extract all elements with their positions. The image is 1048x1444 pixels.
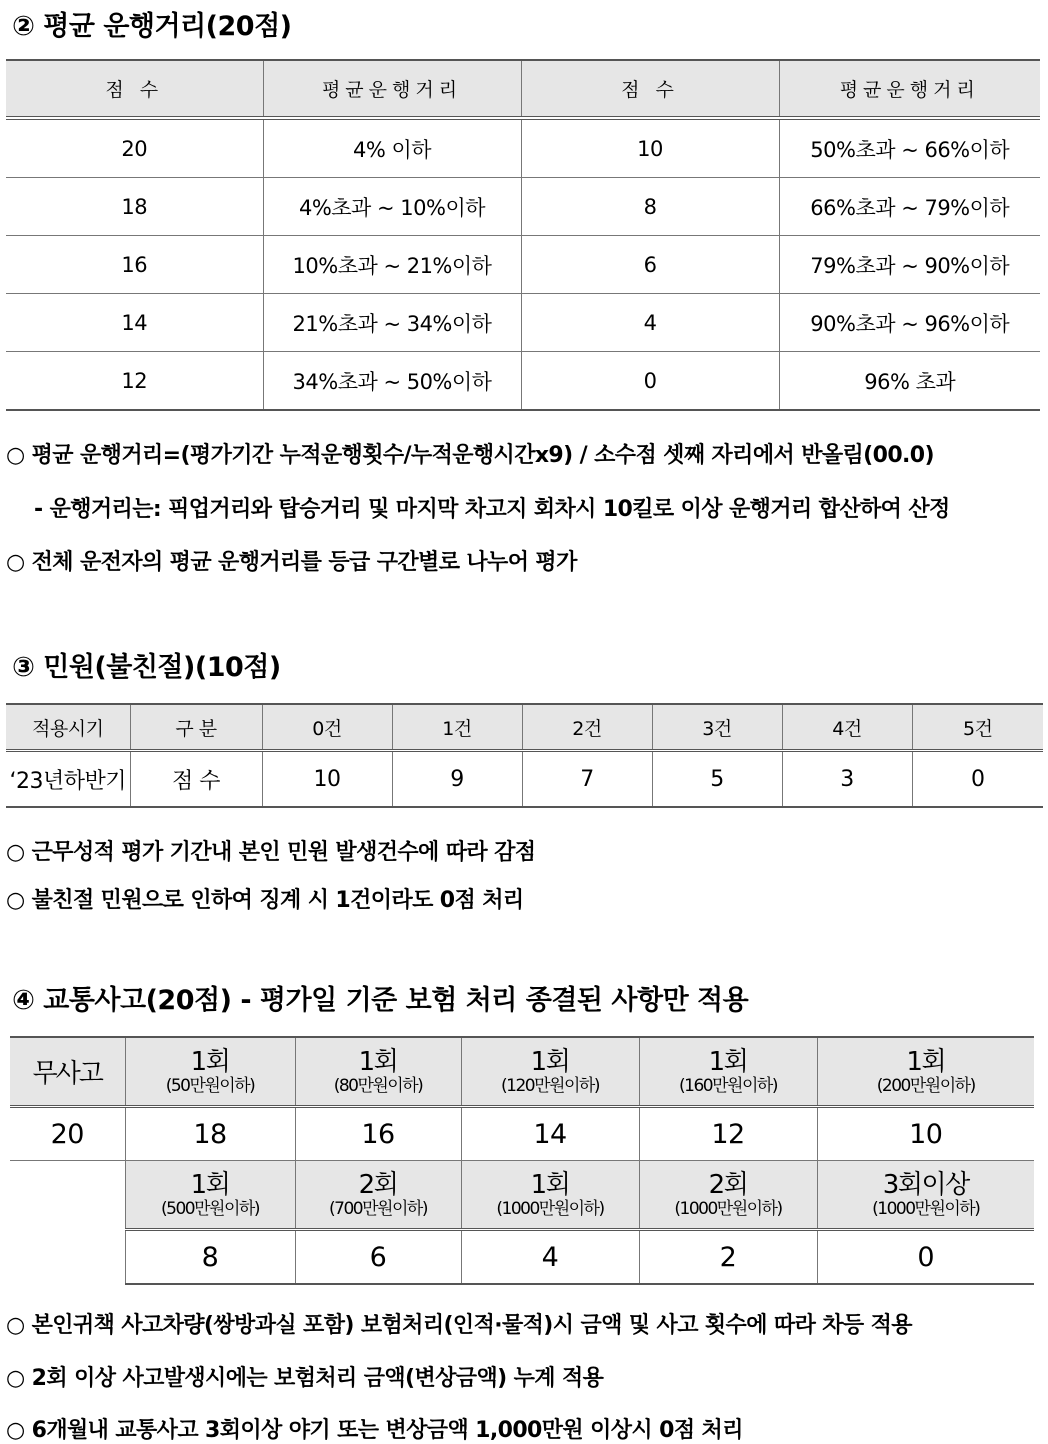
accident-tier xyxy=(817,1037,1034,1107)
score-cell: 10 xyxy=(817,1107,1034,1161)
accident-tier xyxy=(461,1037,639,1107)
accident-limit: (1000만원이하) xyxy=(496,1198,604,1219)
score-cell: 4 xyxy=(521,294,779,352)
score-cell: 18 xyxy=(125,1107,295,1161)
period-cell: ‘23년하반기 xyxy=(6,751,130,808)
section-4-note-3: ○ 6개월내 교통사고 3회이상 야기 또는 변상금액 1,000만원 이상시 0점 처리 xyxy=(6,1418,743,1443)
accident-tier xyxy=(295,1161,461,1230)
section-4-note-2: ○ 2회 이상 사고발생시에는 보험처리 금액(변상금액) 누계 적용 xyxy=(6,1366,604,1391)
score-cell: 20 xyxy=(6,118,263,178)
accident-count: 1회 xyxy=(530,1169,570,1200)
section-2-note-2: - 운행거리는: 픽업거리와 탑승거리 및 마지막 차고지 회차시 10킬로 이상 운행거리 합산하여 산정 xyxy=(34,497,950,522)
accident-limit: (80만원이하) xyxy=(333,1075,423,1096)
accident-count: 1회 xyxy=(906,1046,946,1077)
table-row xyxy=(6,751,1043,808)
score-cell: 18 xyxy=(6,178,263,236)
accident-limit: (500만원이하) xyxy=(161,1198,259,1219)
accident-tier xyxy=(461,1161,639,1230)
table-header-row xyxy=(10,1037,1034,1107)
accident-tier xyxy=(639,1037,817,1107)
score-cell: 0 xyxy=(912,751,1043,808)
score-cell: 0 xyxy=(817,1230,1034,1285)
table-row xyxy=(10,1230,1034,1285)
table-header-row xyxy=(6,60,1040,118)
header-period: 적용시기 xyxy=(6,704,130,751)
accident-tier xyxy=(125,1037,295,1107)
accident-count: 1회 xyxy=(190,1169,230,1200)
no-accident-label: 무사고 xyxy=(10,1037,125,1107)
score-cell: 4 xyxy=(461,1230,639,1285)
score-cell: 6 xyxy=(295,1230,461,1285)
accident-limit: (200만원이하) xyxy=(876,1075,975,1096)
range-cell: 66%초과 ~ 79%이하 xyxy=(779,178,1040,236)
table-row xyxy=(6,178,1040,236)
header-score: 점 수 xyxy=(521,60,779,118)
score-cell: 16 xyxy=(6,236,263,294)
section-3-note-2: ○ 불친절 민원으로 인하여 징계 시 1건이라도 0점 처리 xyxy=(6,888,524,913)
section-2-title: ② 평균 운행거리(20점) xyxy=(12,11,292,42)
accident-count: 2회 xyxy=(358,1169,398,1200)
range-cell: 21%초과 ~ 34%이하 xyxy=(263,294,521,352)
score-cell: 10 xyxy=(262,751,392,808)
accident-tier xyxy=(295,1037,461,1107)
table-row xyxy=(10,1107,1034,1161)
header-category: 구 분 xyxy=(130,704,262,751)
accident-limit: (1000만원이하) xyxy=(872,1198,980,1219)
range-cell: 4%초과 ~ 10%이하 xyxy=(263,178,521,236)
accident-table xyxy=(10,1036,1034,1285)
table-row xyxy=(6,294,1040,352)
accident-tier xyxy=(817,1161,1034,1230)
score-cell: 10 xyxy=(521,118,779,178)
accident-count: 2회 xyxy=(708,1169,748,1200)
score-cell: 6 xyxy=(521,236,779,294)
range-cell: 79%초과 ~ 90%이하 xyxy=(779,236,1040,294)
score-cell: 12 xyxy=(6,352,263,411)
header-count: 4건 xyxy=(782,704,912,751)
accident-count: 1회 xyxy=(190,1046,230,1077)
range-cell: 50%초과 ~ 66%이하 xyxy=(779,118,1040,178)
accident-limit: (700만원이하) xyxy=(329,1198,427,1219)
range-cell: 10%초과 ~ 21%이하 xyxy=(263,236,521,294)
score-cell: 7 xyxy=(522,751,652,808)
range-cell: 34%초과 ~ 50%이하 xyxy=(263,352,521,411)
category-cell: 점 수 xyxy=(130,751,262,808)
accident-limit: (1000만원이하) xyxy=(674,1198,782,1219)
header-count: 3건 xyxy=(652,704,782,751)
table-header-row xyxy=(10,1161,1034,1230)
range-cell: 90%초과 ~ 96%이하 xyxy=(779,294,1040,352)
accident-limit: (160만원이하) xyxy=(679,1075,777,1096)
score-cell: 14 xyxy=(6,294,263,352)
average-distance-table xyxy=(6,59,1040,411)
header-count: 1건 xyxy=(392,704,522,751)
score-cell: 12 xyxy=(639,1107,817,1161)
header-count: 2건 xyxy=(522,704,652,751)
score-cell: 16 xyxy=(295,1107,461,1161)
header-distance: 평균운행거리 xyxy=(263,60,521,118)
header-distance: 평균운행거리 xyxy=(779,60,1040,118)
score-cell: 8 xyxy=(125,1230,295,1285)
accident-count: 1회 xyxy=(358,1046,398,1077)
section-4-title: ④ 교통사고(20점) - 평가일 기준 보험 처리 종결된 사항만 적용 xyxy=(12,985,749,1016)
score-cell: 0 xyxy=(521,352,779,411)
accident-count: 1회 xyxy=(530,1046,570,1077)
range-cell: 4% 이하 xyxy=(263,118,521,178)
score-cell: 5 xyxy=(652,751,782,808)
score-cell: 3 xyxy=(782,751,912,808)
section-2-note-1: ○ 평균 운행거리=(평가기간 누적운행횟수/누적운행시간x9) / 소수점 셋째 자리에서 반올림(00.0) xyxy=(6,443,934,468)
score-cell: 14 xyxy=(461,1107,639,1161)
accident-limit: (50만원이하) xyxy=(165,1075,255,1096)
header-score: 점 수 xyxy=(6,60,263,118)
complaint-table xyxy=(6,703,1043,808)
section-4-note-1: ○ 본인귀책 사고차량(쌍방과실 포함) 보험처리(인적·물적)시 금액 및 사고 횟수에 따라 차등 적용 xyxy=(6,1313,912,1338)
score-cell: 20 xyxy=(10,1107,125,1161)
section-3-title: ③ 민원(불친절)(10점) xyxy=(12,652,281,683)
table-row xyxy=(6,352,1040,411)
accident-limit: (120만원이하) xyxy=(501,1075,599,1096)
accident-tier xyxy=(639,1161,817,1230)
accident-count: 3회이상 xyxy=(882,1169,969,1200)
table-header-row xyxy=(6,704,1043,751)
table-row xyxy=(6,236,1040,294)
section-2-note-3: ○ 전체 운전자의 평균 운행거리를 등급 구간별로 나누어 평가 xyxy=(6,550,577,575)
accident-tier xyxy=(125,1161,295,1230)
header-count: 5건 xyxy=(912,704,1043,751)
table-row xyxy=(6,118,1040,178)
score-cell: 8 xyxy=(521,178,779,236)
section-3-note-1: ○ 근무성적 평가 기간내 본인 민원 발생건수에 따라 감점 xyxy=(6,840,536,865)
score-cell: 2 xyxy=(639,1230,817,1285)
range-cell: 96% 초과 xyxy=(779,352,1040,411)
header-count: 0건 xyxy=(262,704,392,751)
score-cell: 9 xyxy=(392,751,522,808)
accident-count: 1회 xyxy=(708,1046,748,1077)
blank-cell xyxy=(10,1161,125,1285)
